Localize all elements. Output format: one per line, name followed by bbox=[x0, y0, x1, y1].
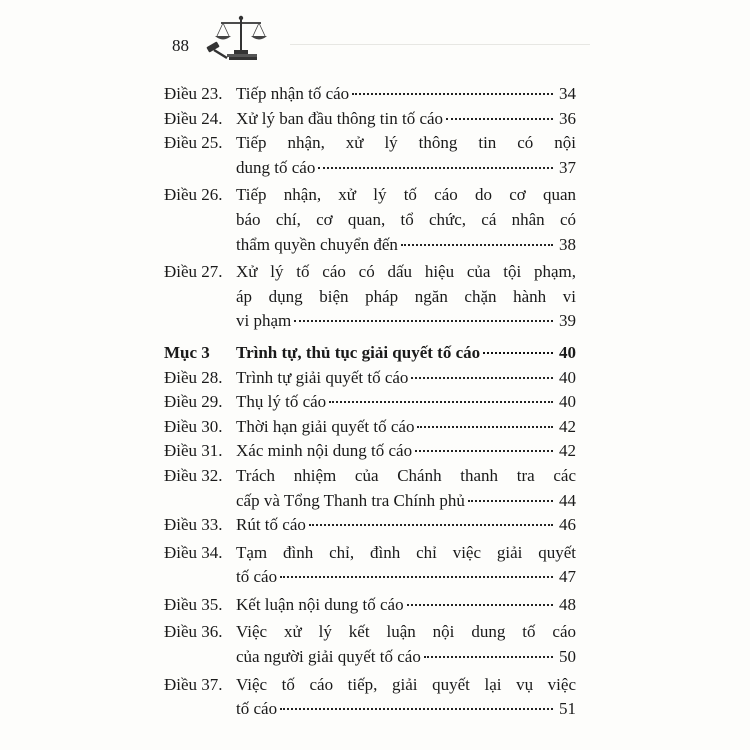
toc-entry-label: Điều 27. bbox=[164, 262, 223, 282]
dot-leader bbox=[309, 524, 553, 526]
toc-entry-label: Điều 28. bbox=[164, 367, 223, 387]
toc-entry-label: Điều 34. bbox=[164, 542, 223, 562]
toc-entry bbox=[164, 513, 576, 538]
toc-entry bbox=[164, 593, 576, 618]
toc-entry-title: Trình tự giải quyết tố cáo bbox=[236, 367, 409, 387]
toc-entry bbox=[164, 464, 576, 513]
toc-entry-page: 50 bbox=[559, 647, 576, 667]
toc-entry-label: Điều 32. bbox=[164, 465, 223, 485]
dot-leader bbox=[424, 656, 553, 658]
toc-entry-label: Điều 25. bbox=[164, 133, 223, 153]
section-title: Trình tự, thủ tục giải quyết tố cáo bbox=[236, 342, 481, 362]
toc-entry-title: Thụ lý tố cáo bbox=[236, 392, 327, 412]
toc-entry-title-line: Xử lý tố cáo có dấu hiệu của tội phạm, bbox=[236, 262, 576, 282]
toc-entry-page: 42 bbox=[559, 416, 576, 436]
toc-entry-label: Điều 26. bbox=[164, 185, 223, 205]
toc-entry-label: Điều 30. bbox=[164, 416, 223, 436]
page-header bbox=[172, 14, 277, 60]
toc-entry-title: của người giải quyết tố cáo bbox=[236, 647, 421, 667]
toc-entry-label: Điều 37. bbox=[164, 674, 223, 694]
dot-leader bbox=[329, 401, 553, 403]
dot-leader bbox=[294, 320, 553, 322]
toc-entry bbox=[164, 620, 576, 669]
dot-leader bbox=[352, 93, 553, 95]
toc-entry-label: Điều 24. bbox=[164, 108, 223, 128]
dot-leader bbox=[483, 352, 553, 354]
toc-entry-page: 51 bbox=[559, 699, 576, 719]
toc-entry-page: 47 bbox=[559, 567, 576, 587]
toc-entry bbox=[164, 82, 576, 107]
toc-entry-label: Điều 35. bbox=[164, 594, 223, 614]
toc-entry-title: dung tố cáo bbox=[236, 157, 316, 177]
toc-entry-title-line: Việc xử lý kết luận nội dung tố cáo bbox=[236, 622, 576, 642]
toc-entry-label: Điều 23. bbox=[164, 84, 223, 103]
toc-entry-title-line: Tạm đình chỉ, đình chỉ việc giải quyết bbox=[236, 542, 576, 562]
toc-entry-title: Kết luận nội dung tố cáo bbox=[236, 594, 404, 614]
toc-entry-title: thẩm quyền chuyển đến bbox=[236, 234, 398, 254]
toc-entry-page: 44 bbox=[559, 490, 576, 510]
toc-entry-title: Xử lý ban đầu thông tin tố cáo bbox=[236, 108, 444, 128]
toc-entry-title-line: Tiếp nhận, xử lý tố cáo do cơ quan bbox=[236, 185, 576, 205]
toc-entry-page: 40 bbox=[559, 367, 576, 387]
toc-entry bbox=[164, 183, 576, 257]
toc-entry bbox=[164, 260, 576, 334]
toc-entry-page: 36 bbox=[559, 108, 576, 128]
toc-entry bbox=[164, 366, 576, 391]
dot-leader bbox=[318, 167, 553, 169]
toc-entry-title: Thời hạn giải quyết tố cáo bbox=[236, 416, 415, 436]
toc-section-heading bbox=[164, 341, 576, 366]
toc-entry-title: Rút tố cáo bbox=[236, 515, 306, 535]
toc-entry-label: Điều 31. bbox=[164, 441, 223, 461]
section-label: Mục 3 bbox=[164, 342, 210, 362]
table-of-contents bbox=[164, 82, 576, 722]
dot-leader bbox=[411, 377, 553, 379]
toc-entry bbox=[164, 415, 576, 440]
page-number: 88 bbox=[172, 36, 189, 55]
toc-entry-label: Điều 29. bbox=[164, 392, 223, 412]
toc-entry-label: Điều 33. bbox=[164, 515, 223, 535]
dot-leader bbox=[280, 576, 553, 578]
toc-entry-title-line: Việc tố cáo tiếp, giải quyết lại vụ việc bbox=[236, 674, 576, 694]
header-divider bbox=[290, 44, 590, 45]
toc-entry-title: cấp và Tổng Thanh tra Chính phủ bbox=[236, 490, 465, 510]
toc-entry bbox=[164, 439, 576, 464]
toc-entry-title: tố cáo bbox=[236, 699, 278, 719]
toc-entry-title: tố cáo bbox=[236, 567, 278, 587]
toc-entry-title-line: áp dụng biện pháp ngăn chặn hành vi bbox=[236, 286, 576, 306]
toc-entry-title: Tiếp nhận tố cáo bbox=[236, 84, 350, 103]
toc-entry-page: 39 bbox=[559, 311, 576, 331]
toc-entry-title-line: Trách nhiệm của Chánh thanh tra các bbox=[236, 465, 576, 485]
toc-entry bbox=[164, 131, 576, 180]
toc-entry-page: 34 bbox=[559, 84, 576, 103]
dot-leader bbox=[280, 708, 553, 710]
dot-leader bbox=[401, 244, 553, 246]
toc-entry-title-line: Tiếp nhận, xử lý thông tin có nội bbox=[236, 133, 576, 153]
dot-leader bbox=[468, 500, 553, 502]
toc-entry-page: 46 bbox=[559, 515, 576, 535]
toc-entry-title-line: báo chí, cơ quan, tổ chức, cá nhân có bbox=[236, 209, 576, 229]
toc-entry bbox=[164, 673, 576, 722]
toc-entry-page: 48 bbox=[559, 594, 576, 614]
dot-leader bbox=[415, 450, 553, 452]
dot-leader bbox=[417, 426, 553, 428]
toc-entry-page: 38 bbox=[559, 234, 576, 254]
toc-entry-page: 42 bbox=[559, 441, 576, 461]
dot-leader bbox=[407, 604, 553, 606]
toc-entry bbox=[164, 541, 576, 590]
toc-entry-page: 40 bbox=[559, 392, 576, 412]
toc-entry-title: Xác minh nội dung tố cáo bbox=[236, 441, 413, 461]
toc-entry-label: Điều 36. bbox=[164, 622, 223, 642]
section-page: 40 bbox=[559, 342, 576, 362]
dot-leader bbox=[446, 118, 553, 120]
toc-entry bbox=[164, 107, 576, 132]
toc-entry-page: 37 bbox=[559, 157, 576, 177]
toc-entry bbox=[164, 390, 576, 415]
scales-of-justice-icon bbox=[205, 14, 277, 60]
toc-entry-title: vi phạm bbox=[236, 311, 292, 331]
